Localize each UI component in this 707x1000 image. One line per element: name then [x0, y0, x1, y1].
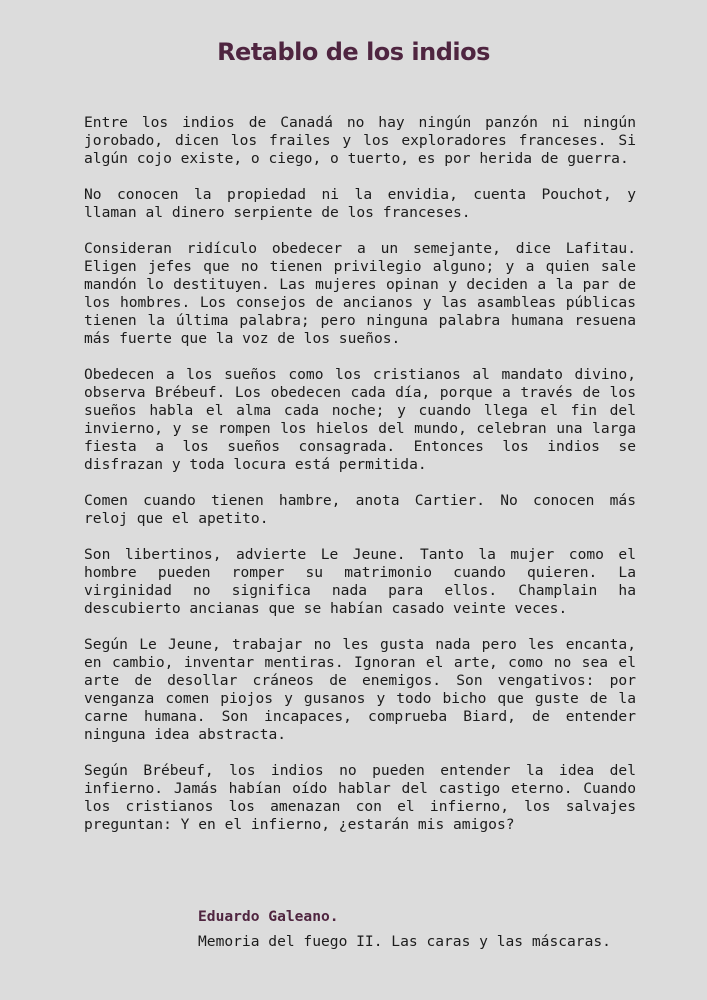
paragraph: Según Brébeuf, los indios no pueden entender la idea del infierno. Jamás habían oído hablar del castigo eterno. Cuando los cristianos los amenazan con el infierno, los salvajes preguntan: Y en el infierno, ¿estarán mis amigos? [84, 762, 636, 833]
paragraph: Consideran ridículo obedecer a un semejante, dice Lafitau. Eligen jefes que no tienen privilegio alguno; y a quien sale mandón lo destituyen. Las mujeres opinan y deciden a la par de los hombres. Los consejos de ancianos y las asambleas públicas tienen la última palabra; pero ninguna palabra humana resuena más fuerte que la voz de los sueños. [84, 240, 636, 347]
body-text [84, 114, 636, 852]
paragraph: No conocen la propiedad ni la envidia, cuenta Pouchot, y llaman al dinero serpiente de los franceses. [84, 186, 636, 221]
paragraph: Son libertinos, advierte Le Jeune. Tanto la mujer como el hombre pueden romper su matrimonio cuando quieren. La virginidad no significa nada para ellos. Champlain ha descubierto ancianas que se habían casado veinte veces. [84, 546, 636, 617]
paragraph: Según Le Jeune, trabajar no les gusta nada pero les encanta, en cambio, inventar mentiras. Ignoran el arte, como no sea el arte de desollar cráneos de enemigos. Son vengativos: por venganza comen piojos y gusanos y todo bicho que guste de la carne humana. Son incapaces, comprueba Biard, de entender ninguna idea abstracta. [84, 636, 636, 743]
author-name: Eduardo Galeano. [198, 908, 339, 925]
page-title: Retablo de los indios [217, 38, 490, 66]
paragraph: Comen cuando tienen hambre, anota Cartier. No conocen más reloj que el apetito. [84, 492, 636, 527]
paragraph: Entre los indios de Canadá no hay ningún panzón ni ningún jorobado, dicen los frailes y los exploradores franceses. Si algún cojo existe, o ciego, o tuerto, es por herida de guerra. [84, 114, 636, 167]
paragraph: Obedecen a los sueños como los cristianos al mandato divino, observa Brébeuf. Los obedecen cada día, porque a través de los sueños habla el alma cada noche; y cuando llega el fin del invierno, y se rompen los hielos del mundo, celebran una larga fiesta a los sueños consagrada. Entonces los indios se disfrazan y toda locura está permitida. [84, 366, 636, 473]
source-citation: Memoria del fuego II. Las caras y las máscaras. [198, 933, 611, 950]
